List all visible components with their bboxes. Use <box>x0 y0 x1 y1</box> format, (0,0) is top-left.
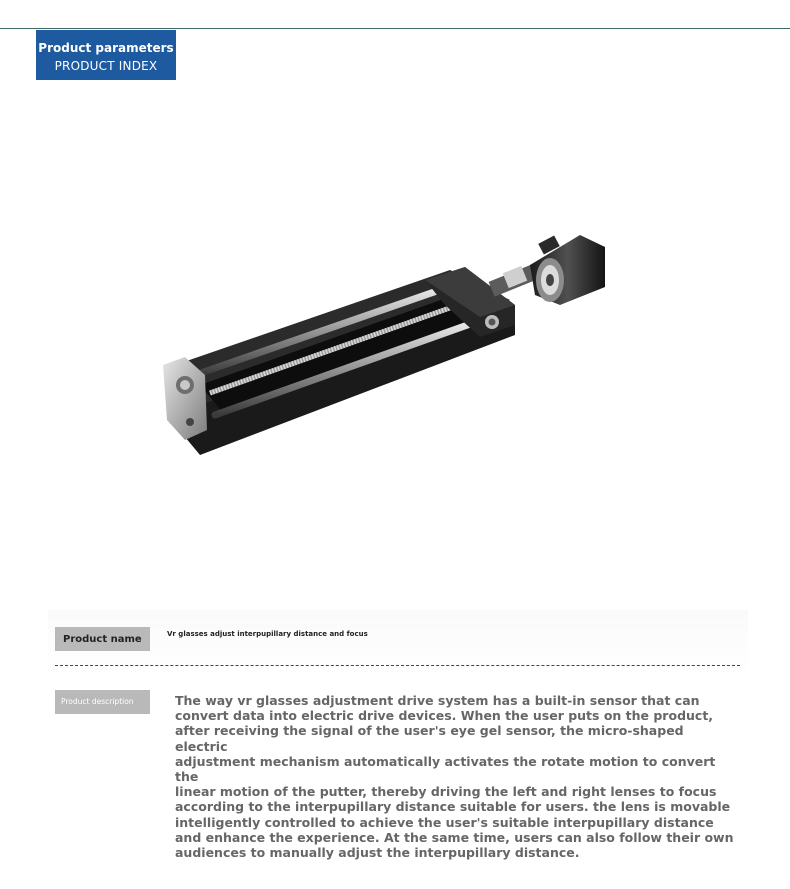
product-description-label: Product description <box>55 690 150 714</box>
top-divider <box>0 28 790 29</box>
section-title: Product parameters <box>38 41 174 55</box>
dashed-divider <box>55 665 740 666</box>
product-name-value: Vr glasses adjust interpupillary distance and focus <box>167 630 368 638</box>
section-header <box>36 30 176 80</box>
section-subtitle: PRODUCT INDEX <box>54 59 158 73</box>
product-description-text: The way vr glasses adjustment drive system has a built-in sensor that can convert data into electric drive devices. When the user puts on the product, after receiving the signal of the user's eye gel sensor, the micro-shaped electric adjustment mechanism automatically activates the rotate motion to convert the linear motion of the putter, thereby driving the left and right lenses to focus according to the interpupillary distance suitable for users. the lens is movable intelligently controlled to achieve the user's suitable interpupillary distance and enhance the experience. At the same time, users can also follow their own audiences to manually adjust the interpupillary distance. <box>175 693 734 861</box>
product-name-label: Product name <box>55 627 150 651</box>
linear-actuator-product-photo <box>155 225 620 470</box>
